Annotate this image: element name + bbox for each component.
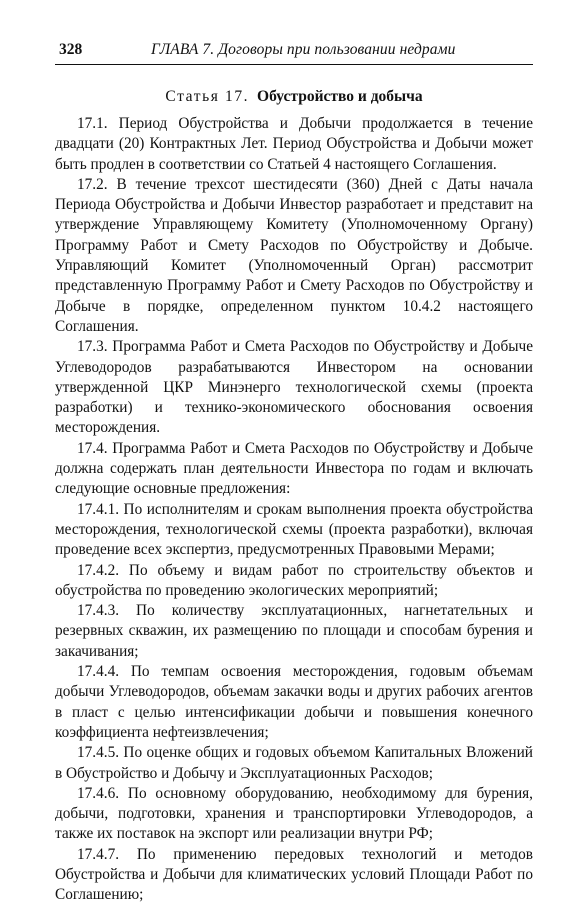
article-heading: [55, 87, 533, 107]
chapter-title: ГЛАВА 7. Договоры при пользовании недрами: [151, 41, 456, 58]
article-label: Статья 17.: [165, 88, 250, 105]
paragraph-17-4-5: 17.4.5. По оценке общих и годовых объемом Капитальных Вложений в Обустройство и Добычу и Эксплуатационных Расходов;: [55, 744, 533, 782]
page-number: 328: [59, 41, 83, 58]
paragraph-17-1: 17.1. Период Обустройства и Добычи продолжается в течение двадцати (20) Контрактных Лет. Период Обустройства и Добычи может быть продлен в соответствии со Статьей 4 настоящего Соглашения.: [55, 115, 533, 173]
paragraph-17-3: 17.3. Программа Работ и Смета Расходов по Обустройству и Добыче Углеводородов разрабатываются Инвестором на основании утвержденной ЦКР Минэнерго технологической схемы (проекта разработки) и технико-экономического обоснования освоения месторождения.: [55, 338, 533, 437]
paragraph-17-4-2: 17.4.2. По объему и видам работ по строительству объектов и обустройства по проведению экологических мероприятий;: [55, 561, 533, 599]
article-title: Обустройство и добыча: [257, 88, 423, 105]
paragraph-17-2: 17.2. В течение трехсот шестидесяти (360) Дней с Даты начала Периода Обустройства и Добычи Инвестор разработает и представит на утверждение Управляющему Комитету (Уполномоченному Органу) Программу Работ и Смету Расходов по Обустройству и Добыче. Управляющий Комитет (Уполномоченный Орган) рассмотрит представленную Программу Работ и Смету Расходов по Обустройству и Добыче в порядке, определенном пунктом 10.4.2 настоящего Соглашения.: [55, 175, 533, 335]
book-page: [55, 40, 533, 906]
paragraph-17-4-6: 17.4.6. По основному оборудованию, необходимому для бурения, добычи, подготовки, хранения и транспортировки Углеводородов, а также их поставок на экспорт или реализации внутри РФ;: [55, 784, 533, 843]
paragraph-17-4-1: 17.4.1. По исполнителям и срокам выполнения проекта обустройства месторождения, технологической схемы (проекта разработки), включая проведение всех экспертиз, предусмотренных Правовыми Мерами;: [55, 500, 533, 559]
paragraph-17-4-7: 17.4.7. По применению передовых технологий и методов Обустройства и Добычи для климатических условий Площади Работ по Соглашению;: [55, 845, 533, 904]
running-header: [55, 40, 533, 65]
paragraph-17-4: 17.4. Программа Работ и Смета Расходов по Обустройству и Добыче должна содержать план деятельности Инвестора по годам и включать следующие основные предложения:: [55, 439, 533, 498]
article-body: [55, 114, 533, 906]
paragraph-17-4-4: 17.4.4. По темпам освоения месторождения, годовым объемам добычи Углеводородов, объемам закачки воды и других рабочих агентов в пласт с целью интенсификации добычи и повышения конечного коэффициента нефтеизвлечения;: [55, 663, 533, 741]
paragraph-17-4-3: 17.4.3. По количеству эксплуатационных, нагнетательных и резервных скважин, их размещению по площади и способам бурения и закачивания;: [55, 602, 533, 660]
